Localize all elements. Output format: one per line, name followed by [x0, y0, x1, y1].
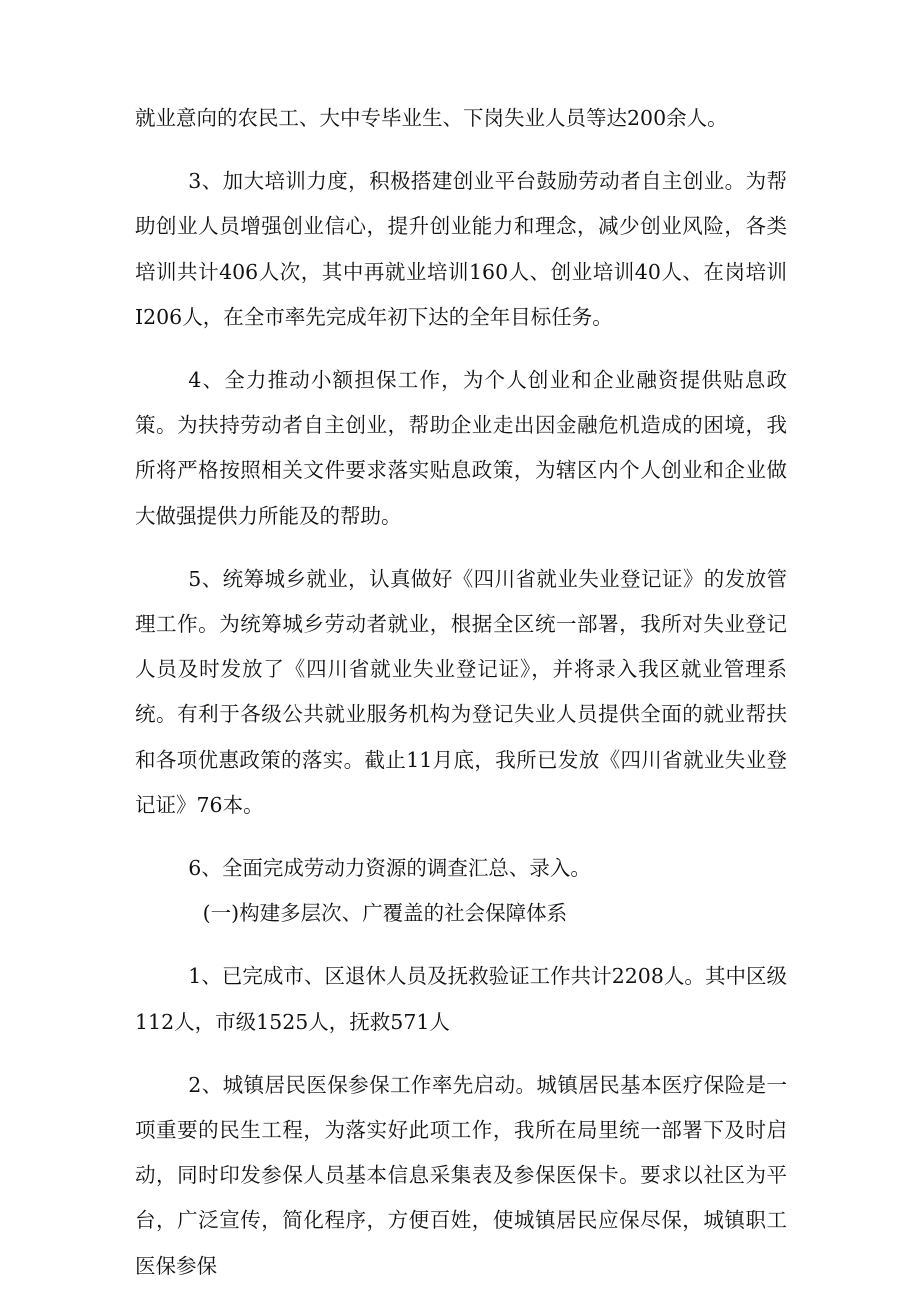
paragraph-continuation: 就业意向的农民工、大中专毕业生、下岗失业人员等达200余人。 [135, 106, 728, 130]
paragraph-training: 3、加大培训力度，积极搭建创业平台鼓励劳动者自主创业。为帮助创业人员增强创业信心，提升创业能力和理念，减少创业风险，各类培训共计406人次，其中再就业培训160人、创业培训40人、在岗培训I206人，在全市率先完成年初下达的全年目标任务。 [135, 169, 787, 329]
section-heading-social-security: (一)构建多层次、广覆盖的社会保障体系 [202, 901, 568, 926]
paragraph-labor-survey: 6、全面完成劳动力资源的调查汇总、录入。 [188, 856, 591, 881]
paragraph-loan-guarantee: 4、全力推动小额担保工作，为个人创业和企业融资提供贴息政策。为扶持劳动者自主创业，帮助企业走出因金融危机造成的困境，我所将严格按照相关文件要求落实贴息政策，为辖区内个人创业和企业做大做强提供力所能及的帮助。 [135, 368, 787, 528]
document-body [135, 96, 787, 1289]
paragraph-employment-certificate: 5、统筹城乡就业，认真做好《四川省就业失业登记证》的发放管理工作。为统筹城乡劳动者就业，根据全区统一部署，我所对失业登记人员及时发放了《四川省就业失业登记证》，并将录入我区就业管理系统。有利于各级公共就业服务机构为登记失业人员提供全面的就业帮扶和各项优惠政策的落实。截止11月底，我所已发放《四川省就业失业登记证》76本。 [135, 566, 787, 817]
paragraph-medical-insurance: 2、城镇居民医保参保工作率先启动。城镇居民基本医疗保险是一项重要的民生工程，为落实好此项工作，我所在局里统一部署下及时启动，同时印发参保人员基本信息采集表及参保医保卡。要求以社区为平台，广泛宣传，简化程序，方便百姓，使城镇居民应保尽保，城镇职工医保参保 [135, 1072, 787, 1278]
paragraph-retiree-verification: 1、已完成市、区退休人员及抚救验证工作共计2208人。其中区级112人，市级1525人，抚救571人 [135, 964, 787, 1034]
